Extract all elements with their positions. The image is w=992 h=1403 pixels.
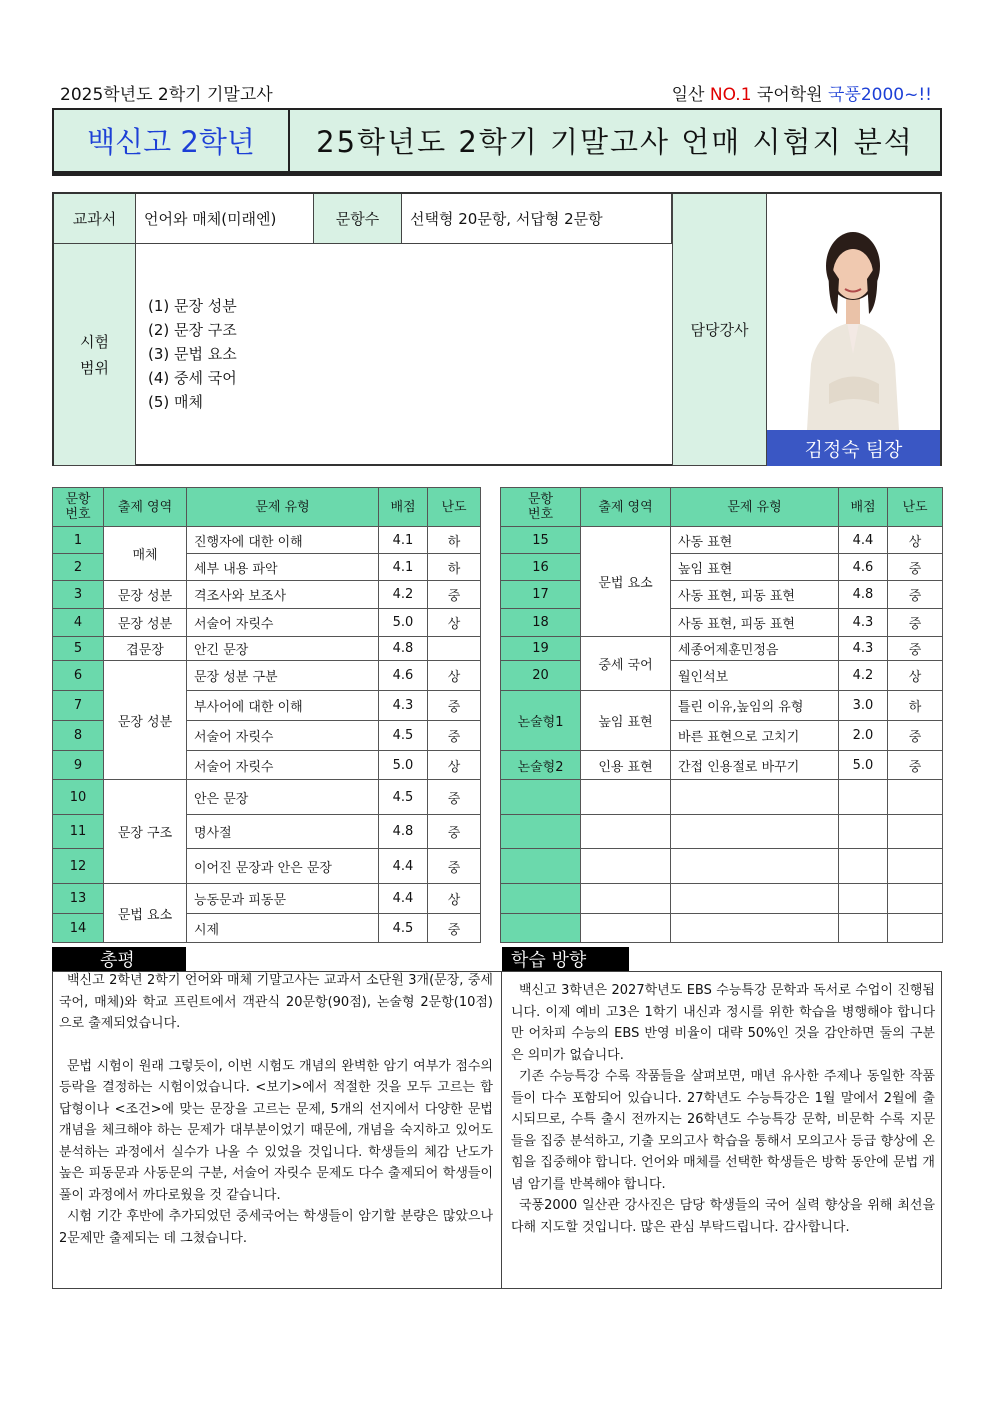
question-type: 간접 인용절로 바꾸기 [671, 751, 839, 780]
header-level: 난도 [428, 488, 481, 527]
question-no: 5 [53, 637, 104, 661]
table-row [53, 661, 481, 691]
question-score: 4.4 [379, 884, 428, 914]
question-no: 3 [53, 581, 104, 609]
direction-paragraph-3: 국풍2000 일산관 강사진은 담당 학생들의 국어 실력 향상을 위해 최선을 다해 지도할 것입니다. 많은 관심 부탁드립니다. 감사합니다. [511, 1198, 935, 1235]
question-level: 중 [888, 751, 943, 780]
review-text [59, 970, 493, 1249]
question-level: 중 [428, 581, 481, 609]
question-level: 중 [428, 914, 481, 943]
exam-info-box [52, 192, 942, 466]
question-score: 4.3 [839, 637, 888, 661]
scope-list [138, 244, 672, 466]
question-score: 4.5 [379, 721, 428, 751]
textbook-label: 교과서 [54, 194, 136, 244]
question-table-left [52, 487, 481, 943]
question-no: 1 [53, 527, 104, 554]
teacher-label: 담당강사 [672, 194, 767, 466]
question-type: 격조사와 보조사 [187, 581, 379, 609]
empty-row [501, 849, 943, 884]
table-header-row [501, 488, 943, 527]
direction-paragraph-2: 기존 수능특강 수록 작품들을 살펴보면, 매년 유사한 주제나 동일한 작품들이 다수 포함되어 있습니다. 27학년도 수능특강은 1월 말에서 2월에 출시되므로, 수특 출시 전까지는 26학년도 수능특강 문학, 비문학 수록 지문들을 집중 분석하고, 기출 모의고사 학습을 통해서 모의고사 등급 향상에 온 힘을 집중해야 합니다. 언어와 매체를 선택한 학생들은 방학 동안에 문법 개념 암기를 반복해야 합니다. [511, 1069, 935, 1192]
blank-line [59, 1035, 493, 1056]
review-paragraph-3: 시험 기간 후반에 추가되었던 중세국어는 학생들이 암기할 분량은 많았으나 2문제만 출제되는 데 그쳤습니다. [59, 1209, 493, 1246]
scope-label: 시험 범위 [54, 244, 136, 466]
table-row [501, 661, 943, 691]
question-type: 능동문과 피동문 [187, 884, 379, 914]
question-score: 4.5 [379, 780, 428, 815]
question-type: 높임 표현 [671, 554, 839, 581]
academy-slogan [672, 80, 932, 105]
question-area: 매체 [104, 527, 187, 581]
question-no: 12 [53, 849, 104, 884]
header-score: 배점 [379, 488, 428, 527]
slogan-no1: NO.1 [709, 85, 752, 105]
question-level: 중 [428, 721, 481, 751]
header-type: 문제 유형 [671, 488, 839, 527]
table-row [53, 609, 481, 637]
question-area: 문장 성분 [104, 661, 187, 780]
question-no: 14 [53, 914, 104, 943]
question-score: 4.1 [379, 554, 428, 581]
slogan-prefix: 일산 [671, 85, 710, 105]
question-score: 4.6 [379, 661, 428, 691]
question-type: 사동 표현 [671, 527, 839, 554]
table-row [501, 581, 943, 609]
question-area: 높임 표현 [581, 691, 671, 751]
column-divider [501, 972, 502, 1288]
question-no: 17 [501, 581, 581, 609]
question-level: 하 [428, 554, 481, 581]
question-level: 하 [888, 691, 943, 721]
question-score: 4.3 [839, 609, 888, 637]
page-title: 25학년도 2학기 기말고사 언매 시험지 분석 [316, 125, 914, 159]
question-area: 문장 성분 [104, 609, 187, 637]
question-no: 논술형2 [501, 751, 581, 780]
question-score: 5.0 [379, 609, 428, 637]
question-type: 서술어 자릿수 [187, 609, 379, 637]
table-row [501, 751, 943, 780]
review-paragraph-1: 백신고 2학년 2학기 언어와 매체 기말고사는 교과서 소단원 3개(문장, 중세국어, 매체)와 학교 프린트에서 객관식 20문항(90점), 논술형 2문항(10점)으로 출제되었습니다. [59, 973, 493, 1031]
teacher-photo [767, 194, 940, 430]
question-level: 중 [888, 637, 943, 661]
header-level: 난도 [888, 488, 943, 527]
question-level: 상 [428, 661, 481, 691]
review-paragraph-2: 문법 시험이 원래 그렇듯이, 이번 시험도 개념의 완벽한 암기 여부가 점수의 등락을 결정하는 시험이었습니다. <보기>에서 적절한 것을 모두 고르는 합답형이나 <조건>에 맞는 문장을 고르는 문제, 5개의 선지에서 다양한 문법 개념을 체크해야 하는 문제가 대부분이었기 때문에, 개념을 숙지하고 있어도 분석하는 과정에서 실수가 나올 수 있었을 것입니다. 학생들의 체감 난도가 높은 피동문과 사동문의 구분, 서술어 자릿수 문제도 다수 출제되어 학생들이 풀이 과정에서 까다로웠을 것 같습니다. [59, 1058, 493, 1203]
table-header-row [53, 488, 481, 527]
question-area: 인용 표현 [581, 751, 671, 780]
question-level: 중 [428, 780, 481, 815]
question-area: 겹문장 [104, 637, 187, 661]
question-type: 안은 문장 [187, 780, 379, 815]
question-type: 사동 표현, 피동 표현 [671, 609, 839, 637]
question-score: 5.0 [379, 751, 428, 780]
question-type: 부사어에 대한 이해 [187, 691, 379, 721]
question-area: 문장 성분 [104, 581, 187, 609]
header-line [60, 80, 932, 104]
question-no: 2 [53, 554, 104, 581]
header-no: 문항 번호 [501, 488, 581, 527]
question-level: 중 [428, 815, 481, 849]
scope-item: (3) 문법 요소 [148, 345, 237, 363]
question-level: 상 [888, 527, 943, 554]
question-type: 문장 성분 구분 [187, 661, 379, 691]
header-score: 배점 [839, 488, 888, 527]
question-type: 안긴 문장 [187, 637, 379, 661]
slogan-mid: 국어학원 [751, 85, 829, 105]
table-row [501, 527, 943, 554]
question-score: 4.4 [839, 527, 888, 554]
question-type: 월인석보 [671, 661, 839, 691]
slogan-brand: 국풍2000~!! [828, 85, 932, 105]
question-area: 문법 요소 [104, 884, 187, 943]
table-row [53, 581, 481, 609]
header-no: 문항 번호 [53, 488, 104, 527]
question-level: 상 [428, 609, 481, 637]
scope-item: (5) 매체 [148, 393, 203, 411]
table-row [501, 609, 943, 637]
question-level: 하 [428, 527, 481, 554]
review-section-label: 총평 [52, 947, 186, 971]
question-level: 상 [428, 884, 481, 914]
question-level: 상 [888, 661, 943, 691]
table-row [53, 637, 481, 661]
textbook-value: 언어와 매체(미래엔) [136, 194, 314, 244]
question-level: 중 [428, 849, 481, 884]
question-type: 서술어 자릿수 [187, 751, 379, 780]
empty-row [501, 780, 943, 815]
teacher-portrait-image [767, 194, 940, 430]
scope-item: (2) 문장 구조 [148, 321, 237, 339]
question-count-value: 선택형 20문항, 서답형 2문항 [402, 194, 672, 244]
question-no: 19 [501, 637, 581, 661]
question-score: 4.1 [379, 527, 428, 554]
question-area: 문법 요소 [581, 527, 671, 637]
question-no: 13 [53, 884, 104, 914]
question-area: 문장 구조 [104, 780, 187, 884]
question-type: 이어진 문장과 안은 문장 [187, 849, 379, 884]
question-score: 4.6 [839, 554, 888, 581]
table-row [53, 527, 481, 554]
question-type: 세종어제훈민정음 [671, 637, 839, 661]
empty-row [501, 815, 943, 849]
question-level: 중 [888, 609, 943, 637]
teacher-name: 김정숙 팀장 [767, 430, 940, 466]
question-type: 세부 내용 파악 [187, 554, 379, 581]
question-score: 4.5 [379, 914, 428, 943]
question-no: 11 [53, 815, 104, 849]
question-table-right [500, 487, 943, 943]
question-level: 중 [888, 554, 943, 581]
direction-paragraph-1: 백신고 3학년은 2027학년도 EBS 수능특강 문학과 독서로 수업이 진행됩니다. 이제 예비 고3은 1학기 내신과 정시를 위한 학습을 병행해야 합니다만 어차피 수능의 EBS 반영 비율이 대략 50%인 것을 감안하면 둘의 구분은 의미가 없습니다. [511, 983, 935, 1063]
question-no: 4 [53, 609, 104, 637]
question-type: 바른 표현으로 고치기 [671, 721, 839, 751]
question-score: 4.2 [379, 581, 428, 609]
scope-item: (1) 문장 성분 [148, 297, 237, 315]
question-no: 10 [53, 780, 104, 815]
question-score: 5.0 [839, 751, 888, 780]
question-no: 16 [501, 554, 581, 581]
header-type: 문제 유형 [187, 488, 379, 527]
question-score: 2.0 [839, 721, 888, 751]
question-score: 4.8 [839, 581, 888, 609]
empty-row [501, 884, 943, 914]
question-type: 서술어 자릿수 [187, 721, 379, 751]
empty-row [501, 914, 943, 943]
question-level [428, 637, 481, 661]
question-score: 3.0 [839, 691, 888, 721]
question-no: 9 [53, 751, 104, 780]
question-no: 6 [53, 661, 104, 691]
direction-section-label: 학습 방향 [502, 947, 629, 971]
exam-label: 2025학년도 2학기 기말고사 [60, 85, 273, 105]
question-score: 4.8 [379, 815, 428, 849]
table-row [53, 780, 481, 815]
question-score: 4.8 [379, 637, 428, 661]
question-no: 20 [501, 661, 581, 691]
question-no: 7 [53, 691, 104, 721]
review-direction-box [52, 971, 942, 1289]
question-no: 논술형1 [501, 691, 581, 751]
question-type: 시제 [187, 914, 379, 943]
question-type: 명사절 [187, 815, 379, 849]
direction-text [511, 980, 935, 1238]
question-level: 중 [888, 581, 943, 609]
school-title: 백신고 2학년 [54, 110, 290, 171]
question-count-label: 문항수 [314, 194, 402, 244]
table-row [501, 554, 943, 581]
question-level: 중 [888, 721, 943, 751]
table-row [501, 637, 943, 661]
question-level: 중 [428, 691, 481, 721]
header-area: 출제 영역 [104, 488, 187, 527]
header-area: 출제 영역 [581, 488, 671, 527]
question-score: 4.4 [379, 849, 428, 884]
question-no: 8 [53, 721, 104, 751]
question-type: 틀린 이유,높임의 유형 [671, 691, 839, 721]
table-row [53, 884, 481, 914]
question-score: 4.2 [839, 661, 888, 691]
scope-item: (4) 중세 국어 [148, 369, 237, 387]
question-score: 4.3 [379, 691, 428, 721]
question-no: 15 [501, 527, 581, 554]
title-box [52, 108, 942, 173]
question-type: 사동 표현, 피동 표현 [671, 581, 839, 609]
question-level: 상 [428, 751, 481, 780]
question-no: 18 [501, 609, 581, 637]
table-row [501, 691, 943, 721]
question-type: 진행자에 대한 이해 [187, 527, 379, 554]
question-area: 중세 국어 [581, 637, 671, 691]
